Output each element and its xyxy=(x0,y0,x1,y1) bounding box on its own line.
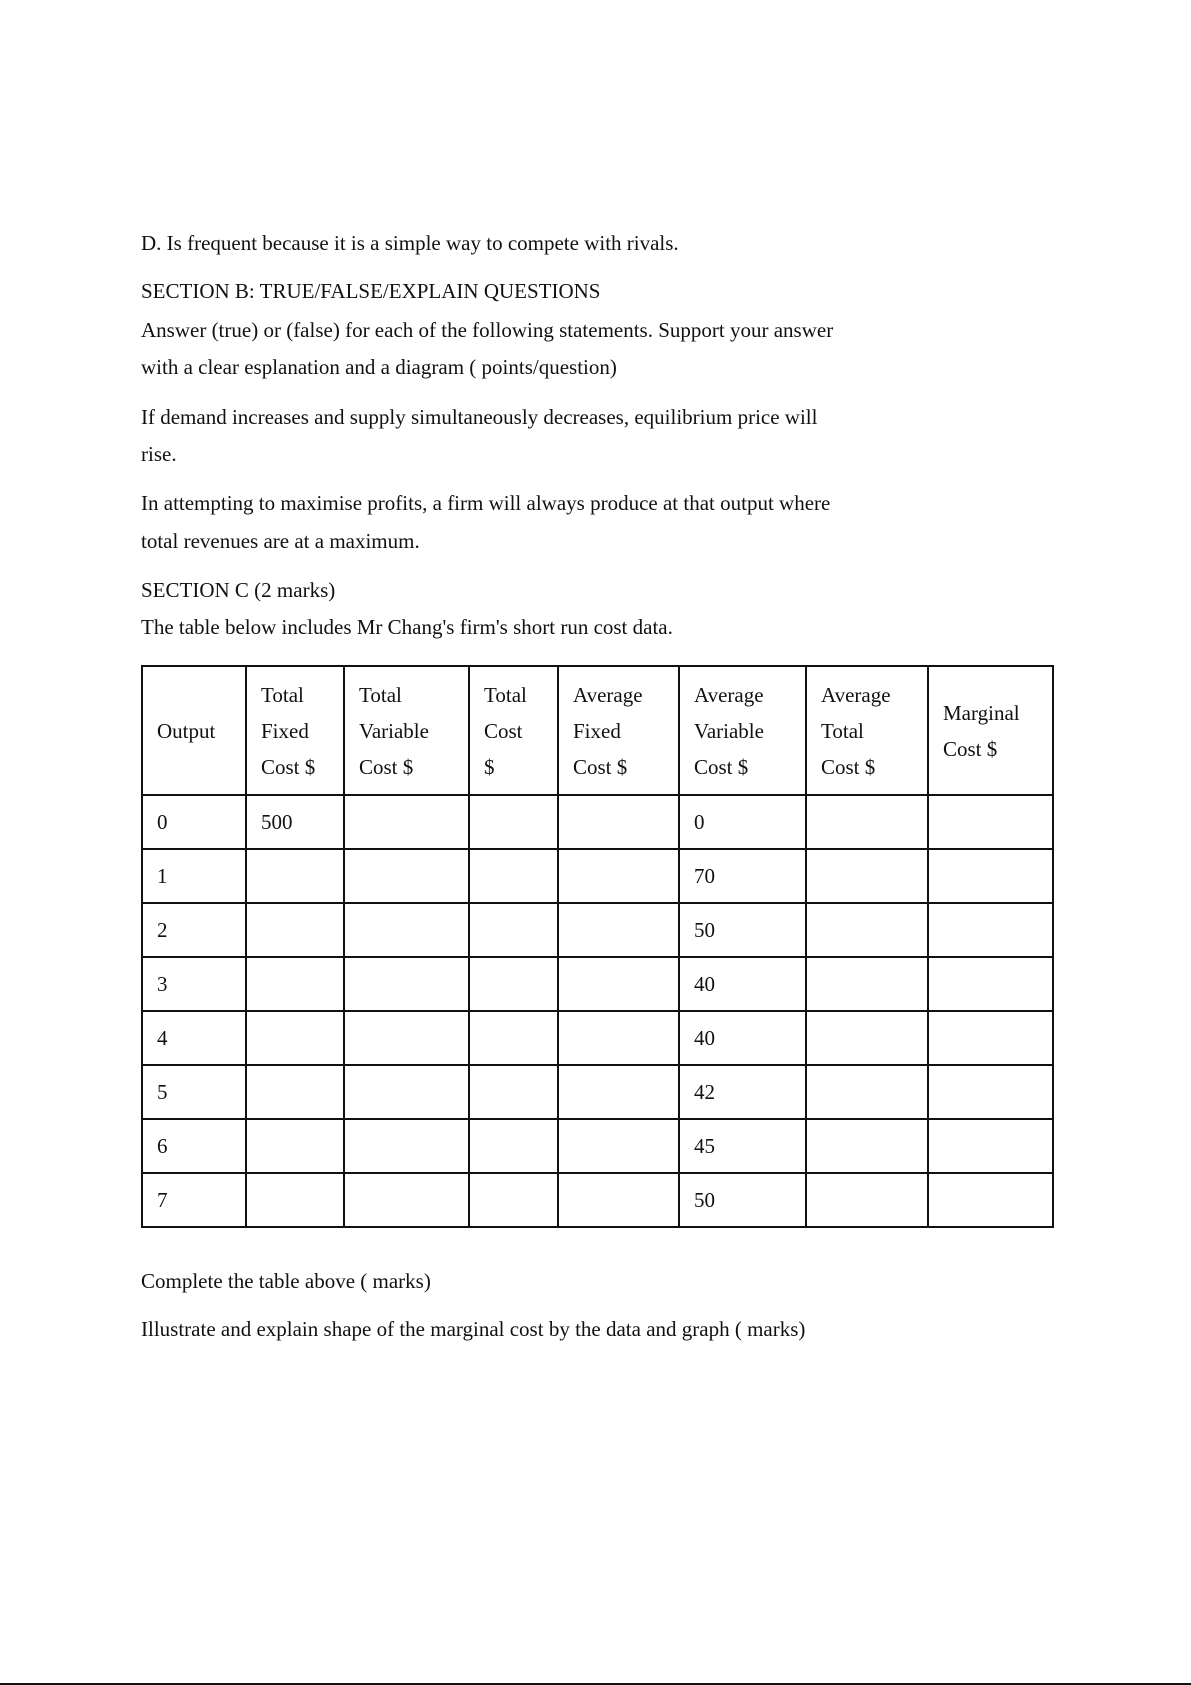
table-cell: 42 xyxy=(679,1065,806,1119)
table-cell xyxy=(806,957,928,1011)
table-row xyxy=(142,1173,1053,1227)
table-cell xyxy=(806,1173,928,1227)
table-row xyxy=(142,849,1053,903)
option-d-text: D. Is frequent because it is a simple way to compete with rivals. xyxy=(141,231,679,255)
header-text-line: Marginal xyxy=(943,700,1020,725)
table-cell xyxy=(469,957,558,1011)
table-cell xyxy=(246,849,344,903)
table-cell: 3 xyxy=(142,957,246,1011)
header-text-line: Variable xyxy=(694,718,764,743)
section-b-instructions-line2: with a clear esplanation and a diagram ( points/question) xyxy=(141,355,617,379)
table-cell xyxy=(246,1065,344,1119)
table-cell xyxy=(469,1173,558,1227)
table-cell xyxy=(928,957,1053,1011)
table-cell xyxy=(806,1065,928,1119)
table-cell: 50 xyxy=(679,903,806,957)
table-header-cell xyxy=(246,666,344,795)
table-cell xyxy=(806,1119,928,1173)
header-text-line: Fixed xyxy=(573,718,621,743)
statement-1-line2: rise. xyxy=(141,442,177,466)
table-cell: 2 xyxy=(142,903,246,957)
table-cell xyxy=(806,795,928,849)
table-cell xyxy=(246,1119,344,1173)
table-cell xyxy=(558,903,679,957)
header-text-line: Total xyxy=(484,682,527,707)
table-row xyxy=(142,957,1053,1011)
table-cell xyxy=(469,795,558,849)
table-cell: 40 xyxy=(679,1011,806,1065)
header-text-line: Total xyxy=(261,682,304,707)
header-text-line: Cost $ xyxy=(261,754,316,779)
statement-2-line2: total revenues are at a maximum. xyxy=(141,529,420,553)
section-c-intro: The table below includes Mr Chang's firm's short run cost data. xyxy=(141,615,673,639)
header-text-line: $ xyxy=(484,754,495,779)
table-cell xyxy=(246,957,344,1011)
table-cell xyxy=(558,795,679,849)
table-cell: 45 xyxy=(679,1119,806,1173)
header-text-line: Cost $ xyxy=(359,754,414,779)
table-cell xyxy=(558,957,679,1011)
table-cell xyxy=(928,1173,1053,1227)
table-row xyxy=(142,795,1053,849)
table-cell xyxy=(469,849,558,903)
table-header-cell xyxy=(142,666,246,795)
table-row xyxy=(142,1065,1053,1119)
header-text-line: Cost $ xyxy=(943,736,998,761)
table-cell xyxy=(469,1119,558,1173)
task-complete-table: Complete the table above ( marks) xyxy=(141,1269,431,1293)
table-cell xyxy=(246,1173,344,1227)
header-text-line: Average xyxy=(821,682,891,707)
table-cell: 70 xyxy=(679,849,806,903)
table-cell xyxy=(344,1173,469,1227)
table-cell: 4 xyxy=(142,1011,246,1065)
section-b-instructions-line1: Answer (true) or (false) for each of the following statements. Support your answer xyxy=(141,318,834,342)
table-cell xyxy=(558,1011,679,1065)
table-row xyxy=(142,1119,1053,1173)
table-cell xyxy=(344,1119,469,1173)
table-cell xyxy=(246,903,344,957)
table-cell xyxy=(344,1065,469,1119)
header-text-line: Average xyxy=(694,682,764,707)
table-cell xyxy=(558,1173,679,1227)
table-cell xyxy=(246,1011,344,1065)
table-cell xyxy=(558,1065,679,1119)
table-cell xyxy=(928,1011,1053,1065)
header-text-line: Cost $ xyxy=(694,754,749,779)
section-b-title: SECTION B: TRUE/FALSE/EXPLAIN QUESTIONS xyxy=(141,279,601,303)
table-row xyxy=(142,1011,1053,1065)
table-cell xyxy=(558,1119,679,1173)
table-cell xyxy=(928,795,1053,849)
table-cell: 500 xyxy=(246,795,344,849)
table-cell xyxy=(344,795,469,849)
header-text-line: Cost $ xyxy=(573,754,628,779)
table-cell xyxy=(469,1011,558,1065)
table-cell: 6 xyxy=(142,1119,246,1173)
table-cell xyxy=(344,849,469,903)
table-header-cell xyxy=(806,666,928,795)
table-cell xyxy=(344,1011,469,1065)
table-cell: 0 xyxy=(679,795,806,849)
header-text-line: Output xyxy=(157,718,216,743)
table-cell xyxy=(806,1011,928,1065)
header-text-line: Cost xyxy=(484,718,523,743)
table-cell: 7 xyxy=(142,1173,246,1227)
table-cell xyxy=(806,903,928,957)
header-text-line: Cost $ xyxy=(821,754,876,779)
section-c-title: SECTION C (2 marks) xyxy=(141,578,336,602)
table-header-cell xyxy=(344,666,469,795)
table-cell xyxy=(344,957,469,1011)
table-row xyxy=(142,903,1053,957)
table-cell: 1 xyxy=(142,849,246,903)
table-cell: 0 xyxy=(142,795,246,849)
cost-table xyxy=(141,665,1054,1228)
table-header-cell xyxy=(679,666,806,795)
table-cell xyxy=(928,849,1053,903)
table-cell xyxy=(928,1065,1053,1119)
table-cell xyxy=(558,849,679,903)
header-text-line: Fixed xyxy=(261,718,309,743)
table-cell xyxy=(806,849,928,903)
statement-1-line1: If demand increases and supply simultaneously decreases, equilibrium price will xyxy=(141,405,818,429)
table-header-row xyxy=(142,666,1053,795)
table-cell: 40 xyxy=(679,957,806,1011)
header-text-line: Variable xyxy=(359,718,429,743)
table-body xyxy=(142,795,1053,1227)
table-header-cell xyxy=(928,666,1053,795)
header-text-line: Total xyxy=(359,682,402,707)
table-cell xyxy=(469,1065,558,1119)
table-cell xyxy=(928,903,1053,957)
table-header-cell xyxy=(558,666,679,795)
table-cell xyxy=(344,903,469,957)
header-text-line: Total xyxy=(821,718,864,743)
task-illustrate-marginal-cost: Illustrate and explain shape of the marginal cost by the data and graph ( marks) xyxy=(141,1317,806,1341)
table-cell xyxy=(928,1119,1053,1173)
table-cell: 5 xyxy=(142,1065,246,1119)
table-cell xyxy=(469,903,558,957)
header-text-line: Average xyxy=(573,682,643,707)
table-header-cell xyxy=(469,666,558,795)
table-cell: 50 xyxy=(679,1173,806,1227)
statement-2-line1: In attempting to maximise profits, a firm will always produce at that output where xyxy=(141,491,831,515)
